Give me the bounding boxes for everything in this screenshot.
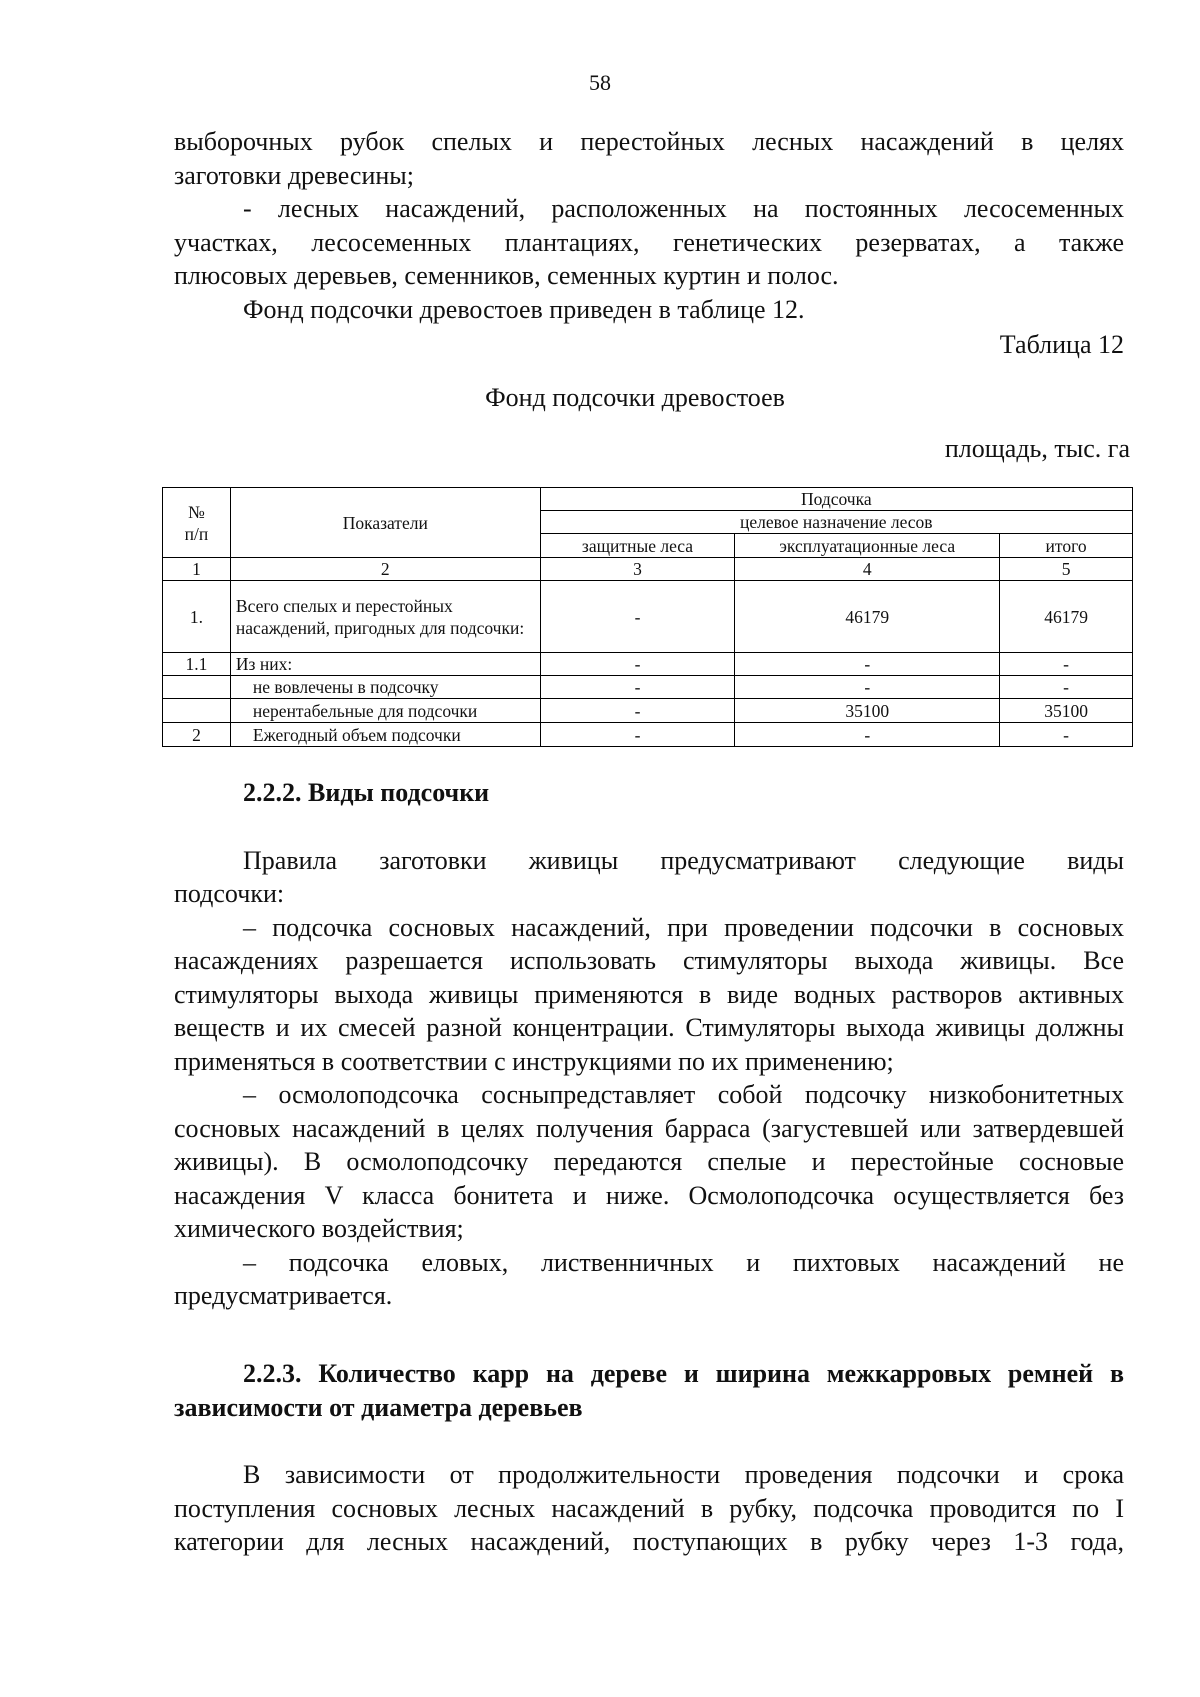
row-num: 2	[163, 723, 231, 747]
row-total: -	[1000, 723, 1133, 747]
section-222-p4: – подсочка еловых, лиственничных и пихтовых насаждений не предусматривается.	[174, 1247, 1124, 1310]
row-protective: -	[540, 653, 735, 676]
section-223-p1: В зависимости от продолжительности проведения подсочки и срока поступления сосновых лесных насаждений в рубку, подсочка проводится по I категории для лесных насаждений, поступающих в рубку через 1-3 года,	[174, 1460, 1124, 1556]
row-protective: -	[540, 699, 735, 723]
col-number: 1	[163, 558, 231, 581]
fund-sentence: Фонд подсочки древостоев приведен в таблице 12.	[243, 294, 805, 324]
fund-table	[162, 487, 1133, 747]
row-num	[163, 676, 231, 699]
row-name: нерентабельные для подсочки	[230, 699, 540, 723]
header-total: итого	[1000, 534, 1133, 558]
row-exploitation: -	[735, 653, 1000, 676]
col-number: 5	[1000, 558, 1133, 581]
section-223-heading: 2.2.3. Количество карр на дереве и ширина межкарровых ремней в зависимости от диаметра деревьев	[174, 1359, 1124, 1422]
bullet-line-2: участках, лесосеменных плантациях, генетических резерватах, а также	[174, 227, 1124, 257]
section-222-p1-line1: Правила заготовки живицы предусматривают следующие виды	[243, 845, 1124, 875]
row-num: 1.	[163, 581, 231, 653]
col-number: 4	[735, 558, 1000, 581]
table-unit: площадь, тыс. га	[944, 434, 1130, 463]
header-purpose: целевое назначение лесов	[540, 511, 1132, 534]
bullet-line-3: плюсовых деревьев, семенников, семенных куртин и полос.	[174, 261, 839, 290]
row-protective: -	[540, 581, 735, 653]
header-exploitation: эксплуатационные леса	[735, 534, 1000, 558]
page-number: 58	[589, 70, 611, 95]
row-exploitation: -	[735, 723, 1000, 747]
header-indicators: Показатели	[230, 488, 540, 558]
row-total: -	[1000, 653, 1133, 676]
row-total: 46179	[1000, 581, 1133, 653]
table-row	[163, 581, 1133, 653]
row-protective: -	[540, 676, 735, 699]
row-exploitation: -	[735, 676, 1000, 699]
section-222-heading: 2.2.2. Виды подсочки	[243, 778, 490, 807]
table-row	[163, 723, 1133, 747]
header-podsochka: Подсочка	[540, 488, 1132, 511]
table-title: Фонд подсочки древостоев	[485, 383, 785, 412]
bullet-line-1: - лесных насаждений, расположенных на постоянных лесосеменных	[243, 194, 1124, 223]
row-exploitation: 35100	[735, 699, 1000, 723]
table-row	[163, 676, 1133, 699]
row-total: 35100	[1000, 699, 1133, 723]
intro-line-2: заготовки древесины;	[174, 160, 414, 190]
table-row	[163, 699, 1133, 723]
row-name: не вовлечены в подсочку	[230, 676, 540, 699]
table-row	[163, 653, 1133, 676]
row-name: Ежегодный объем подсочки	[230, 723, 540, 747]
row-total: -	[1000, 676, 1133, 699]
header-protective: защитные леса	[540, 534, 735, 558]
col-number: 3	[540, 558, 735, 581]
col-number: 2	[230, 558, 540, 581]
header-num: № п/п	[163, 488, 231, 558]
row-name: Из них:	[230, 653, 540, 676]
row-num: 1.1	[163, 653, 231, 676]
table-label: Таблица 12	[999, 330, 1124, 359]
intro-line-1: выборочных рубок спелых и перестойных лесных насаждений в целях	[174, 127, 1124, 156]
section-222-p3: – осмолоподсочка сосныпредставляет собой подсочку низкобонитетных сосновых насаждений в целях получения барраса (загустевшей или затвердевшей живицы). В осмолоподсочку передаются спелые и перестойные сосновые насаждения V класса бонитета и ниже. Осмолоподсочка осуществляется без химического воздействия;	[174, 1080, 1124, 1243]
section-222	[174, 776, 1124, 1313]
section-222-p2: – подсочка сосновых насаждений, при проведении подсочки в сосновых насаждениях разрешается использовать стимуляторы выхода живицы. Все стимуляторы выхода живицы применяются в виде водных растворов активных веществ и их смесей разной концентрации. Стимуляторы выхода живицы должны применяться в соответствии с инструкциями по их применению;	[174, 912, 1124, 1076]
row-name: Всего спелых и перестойных насаждений, пригодных для подсочки:	[230, 581, 540, 653]
row-exploitation: 46179	[735, 581, 1000, 653]
intro-block	[174, 125, 1124, 326]
section-223	[174, 1357, 1124, 1559]
section-222-p1-line2: подсочки:	[174, 879, 285, 908]
row-num	[163, 699, 231, 723]
row-protective: -	[540, 723, 735, 747]
